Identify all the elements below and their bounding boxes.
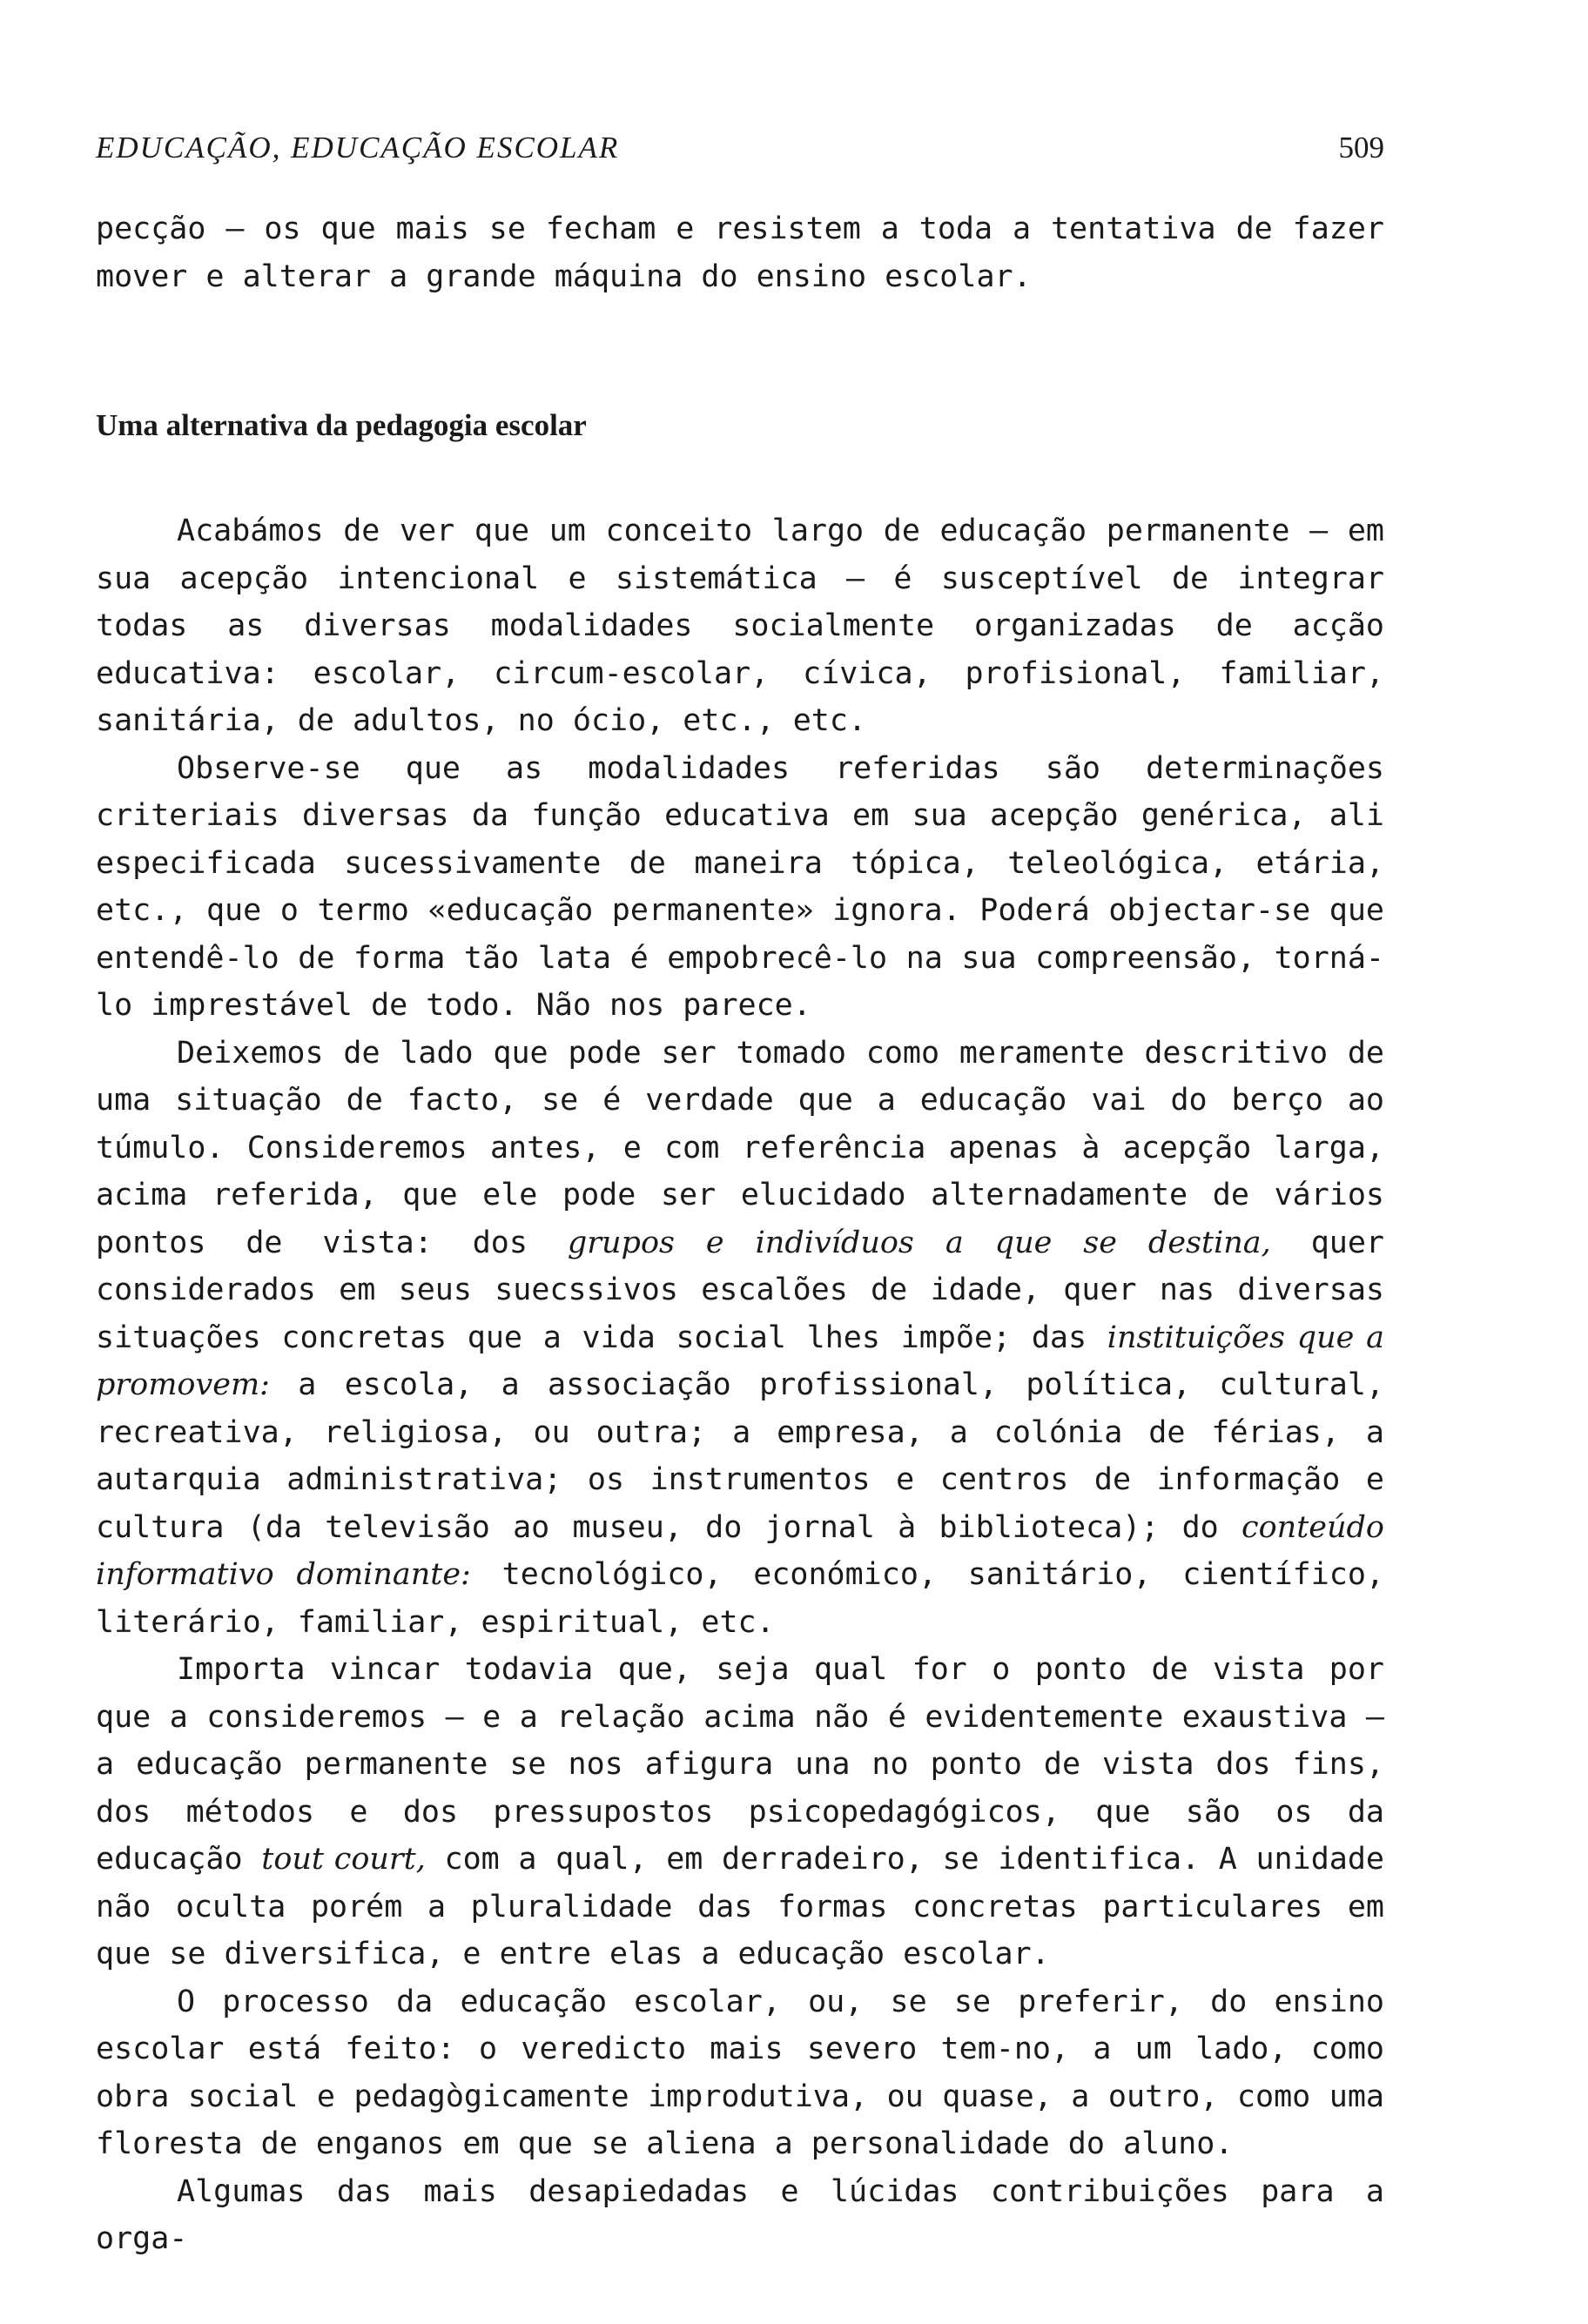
paragraph-4-text-1: Importa vincar todavia que, seja qual for o ponto de vista por que a consideremos — e a relação acima não é evidentemente exaustiva — a educação permanente se nos afigura una no ponto de vista dos fins, dos métodos e dos pressupostos psicopedagógicos, que são os da educação (96, 1652, 1384, 1877)
paragraph-3-text-2: quer considerados em seus suecssivos escalões de idade, quer nas diversas situações concretas que a vida social lhes impõe; das (96, 1225, 1385, 1355)
paragraph-3-text-1: Deixemos de lado que pode ser tomado como meramente descritivo de uma situação de facto, se é verdade que a educação vai do berço ao túmulo. Consideremos antes, e com referência apenas à acepção larga, acima referida, que ele pode ser elucidado alternadamente de vários pontos de vista: dos (96, 1035, 1384, 1260)
paragraph-3-italic-1: grupos e indivíduos a que se destina, (567, 1225, 1271, 1260)
book-page (96, 131, 1384, 2263)
paragraph-3-italic-2: instituições que a promovem: (96, 1320, 1384, 1402)
paragraph-4-italic-1: tout court, (261, 1842, 426, 1877)
section-heading: Uma alternativa da pedagogia escolar (96, 408, 587, 442)
paragraph-6: Algumas das mais desapiedadas e lúcidas contribuições para a orga- (96, 2173, 1384, 2256)
paragraph-4-text-2: com a qual, em derradeiro, se identifica. A unidade não oculta porém a pluralidade das formas concretas particulares em que se diversifica, e entre elas a educação escolar. (96, 1842, 1384, 1971)
paragraph-3-text-3: a escola, a associação profissional, política, cultural, recreativa, religiosa, ou outra; a empresa, a colónia de férias, a autarquia administrativa; os instrumentos e centros de informação e cultura (da televisão ao museu, do jornal à biblioteca); do (96, 1367, 1384, 1545)
paragraph-3 (96, 1030, 1384, 1647)
paragraph-5: O processo da educação escolar, ou, se se preferir, do ensino escolar está feito: o veredicto mais severo tem-no, a um lado, como obra social e pedagògicamente improdutiva, ou quase, a outro, como uma floresta de enganos em que se aliena a personalidade do aluno. (96, 1984, 1384, 2161)
paragraph-1: Acabámos de ver que um conceito largo de educação permanente — em sua acepção intencional e sistemática — é susceptível de integrar todas as diversas modalidades socialmente organizadas de acção educativa: escolar, circum-escolar, cívica, profisional, familiar, sanitária, de adultos, no ócio, etc., etc. (96, 514, 1384, 738)
page-number: 509 (1338, 131, 1384, 165)
lead-paragraph: pecção — os que mais se fecham e resistem a toda a tentativa de fazer mover e alterar a grande máquina do ensino escolar. (96, 212, 1384, 294)
running-title: EDUCAÇÃO, EDUCAÇÃO ESCOLAR (96, 131, 620, 165)
paragraph-2: Observe-se que as modalidades referidas são determinações criteriais diversas da função educativa em sua acepção genérica, ali especificada sucessivamente de maneira tópica, teleológica, etária, etc., que o termo «educação permanente» ignora. Poderá objectar-se que entendê-lo de forma tão lata é empobrecê-lo na sua compreensão, torná-lo imprestável de todo. Não nos parece. (96, 750, 1384, 1023)
running-head (96, 131, 1384, 183)
paragraph-4 (96, 1646, 1384, 1978)
paragraph-3-text-4: tecnológico, económico, sanitário, científico, literário, familiar, espiritual, etc. (96, 1557, 1385, 1640)
paragraph-3-italic-3: conteúdo informativo dominante: (96, 1509, 1384, 1592)
